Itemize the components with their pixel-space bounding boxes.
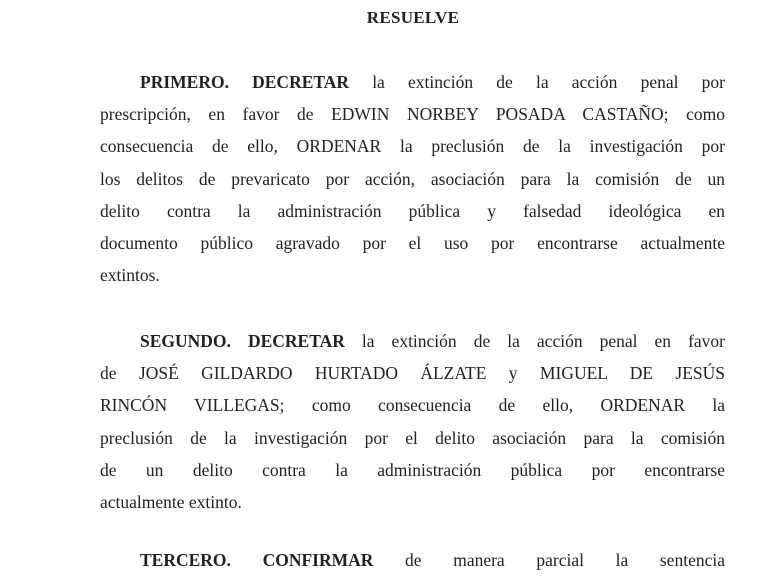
paragraph-line: extintos. <box>100 265 160 286</box>
paragraph-line: TERCERO. CONFIRMAR de manera parcial la sentencia <box>140 550 725 570</box>
paragraph-line: PRIMERO. DECRETAR la extinción de la acción penal por <box>140 72 725 92</box>
paragraph-lead: SEGUNDO. DECRETAR <box>140 331 345 351</box>
section-title: RESUELVE <box>366 8 460 27</box>
paragraph-lead: PRIMERO. DECRETAR <box>140 72 350 92</box>
paragraph-line: consecuencia de ello, ORDENAR la preclusión de la investigación por <box>100 136 725 157</box>
paragraph-segundo <box>100 325 725 518</box>
paragraph-tercero <box>100 544 725 576</box>
paragraph-line: los delitos de prevaricato por acción, asociación para la comisión de un <box>100 168 725 189</box>
paragraph-line: de un delito contra la administración pública por encontrarse <box>100 459 725 480</box>
paragraph-line: SEGUNDO. DECRETAR la extinción de la acción penal en favor <box>140 331 725 351</box>
paragraph-line: RINCÓN VILLEGAS; como consecuencia de ello, ORDENAR la <box>100 395 725 416</box>
paragraph-primero <box>100 66 725 291</box>
paragraph-lead: TERCERO. CONFIRMAR <box>140 550 374 570</box>
paragraph-line: de JOSÉ GILDARDO HURTADO ÁLZATE y MIGUEL DE JESÚS <box>100 363 725 384</box>
paragraph-line: delito contra la administración pública y falsedad ideológica en <box>100 200 725 221</box>
paragraph-line: actualmente extinto. <box>100 492 242 513</box>
paragraph-line: preclusión de la investigación por el delito asociación para la comisión <box>100 427 725 448</box>
paragraph-line: documento público agravado por el uso por encontrarse actualmente <box>100 233 725 254</box>
paragraph-line: prescripción, en favor de EDWIN NORBEY POSADA CASTAÑO; como <box>100 104 725 125</box>
